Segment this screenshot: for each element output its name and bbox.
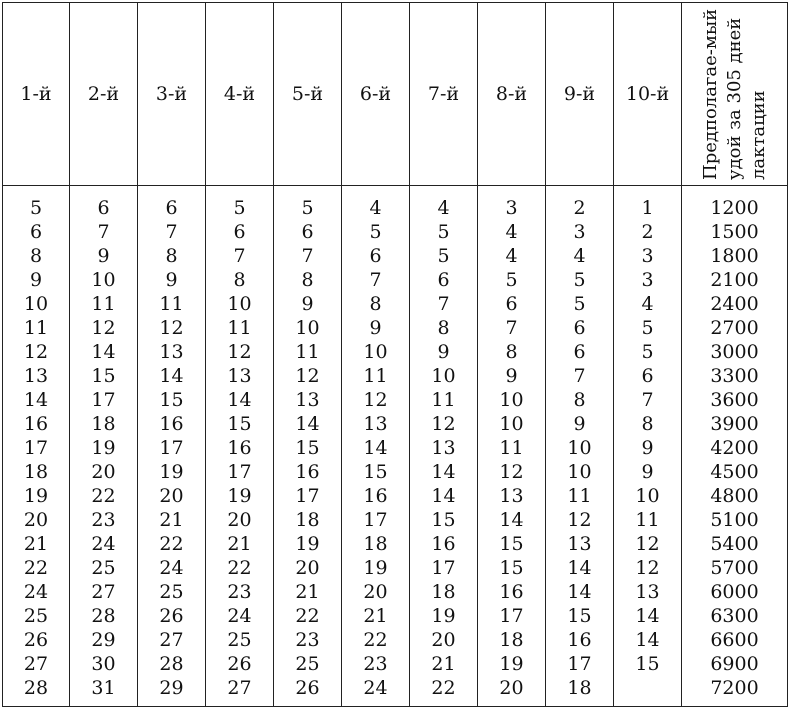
value-cell: 17 (546, 652, 614, 676)
value-cell: 16 (274, 460, 342, 484)
value-cell: 31 (70, 676, 138, 707)
value-cell: 19 (206, 484, 274, 508)
value-cell: 5 (614, 340, 682, 364)
value-cell: 10 (478, 412, 546, 436)
value-cell: 13 (410, 436, 478, 460)
table-row (3, 388, 788, 412)
value-cell: 4 (546, 244, 614, 268)
value-cell: 11 (274, 340, 342, 364)
value-cell: 15 (410, 508, 478, 532)
value-cell: 14 (614, 628, 682, 652)
value-cell: 9 (410, 340, 478, 364)
value-cell: 11 (478, 436, 546, 460)
value-cell: 11 (410, 388, 478, 412)
value-cell: 21 (138, 508, 206, 532)
table-row (3, 676, 788, 707)
value-cell: 12 (614, 556, 682, 580)
value-cell: 22 (274, 604, 342, 628)
value-cell: 14 (410, 484, 478, 508)
table-row (3, 186, 788, 221)
value-cell: 10 (206, 292, 274, 316)
value-cell: 25 (206, 628, 274, 652)
value-cell: 27 (3, 652, 70, 676)
value-cell: 5 (410, 244, 478, 268)
value-cell: 7 (614, 388, 682, 412)
value-cell: 10 (546, 460, 614, 484)
value-cell: 5 (3, 186, 70, 221)
table-row (3, 268, 788, 292)
value-cell: 3 (614, 268, 682, 292)
value-cell: 4 (342, 186, 410, 221)
value-cell: 2 (546, 186, 614, 221)
table-row (3, 484, 788, 508)
value-cell: 27 (206, 676, 274, 707)
value-cell: 24 (138, 556, 206, 580)
value-cell: 18 (274, 508, 342, 532)
value-cell: 18 (478, 628, 546, 652)
value-cell: 10 (3, 292, 70, 316)
value-cell: 28 (3, 676, 70, 707)
value-cell: 10 (70, 268, 138, 292)
value-cell: 19 (138, 460, 206, 484)
value-cell: 12 (546, 508, 614, 532)
lactation-yield-table (2, 2, 788, 707)
value-cell: 13 (3, 364, 70, 388)
value-cell: 18 (70, 412, 138, 436)
value-cell: 19 (70, 436, 138, 460)
value-cell: 15 (138, 388, 206, 412)
expected-yield-cell: 1800 (682, 244, 788, 268)
expected-yield-cell: 4800 (682, 484, 788, 508)
value-cell: 21 (206, 532, 274, 556)
value-cell: 15 (70, 364, 138, 388)
value-cell: 10 (546, 436, 614, 460)
value-cell: 7 (478, 316, 546, 340)
value-cell: 15 (614, 652, 682, 676)
expected-yield-cell: 3600 (682, 388, 788, 412)
table-row (3, 292, 788, 316)
value-cell: 12 (274, 364, 342, 388)
value-cell: 25 (138, 580, 206, 604)
value-cell: 5 (410, 220, 478, 244)
value-cell: 9 (478, 364, 546, 388)
value-cell: 18 (342, 532, 410, 556)
value-cell: 14 (206, 388, 274, 412)
value-cell: 17 (138, 436, 206, 460)
value-cell: 24 (70, 532, 138, 556)
value-cell: 9 (614, 460, 682, 484)
value-cell: 8 (546, 388, 614, 412)
table-row (3, 580, 788, 604)
value-cell: 23 (70, 508, 138, 532)
value-cell: 10 (614, 484, 682, 508)
value-cell: 10 (478, 388, 546, 412)
value-cell: 3 (478, 186, 546, 221)
value-cell: 20 (274, 556, 342, 580)
expected-yield-cell: 1500 (682, 220, 788, 244)
value-cell: 8 (342, 292, 410, 316)
value-cell: 11 (138, 292, 206, 316)
table-row (3, 604, 788, 628)
value-cell: 3 (614, 244, 682, 268)
value-cell: 16 (3, 412, 70, 436)
value-cell: 13 (138, 340, 206, 364)
value-cell: 19 (3, 484, 70, 508)
value-cell: 28 (138, 652, 206, 676)
value-cell: 17 (410, 556, 478, 580)
expected-yield-cell: 6600 (682, 628, 788, 652)
value-cell: 13 (614, 580, 682, 604)
value-cell: 11 (342, 364, 410, 388)
value-cell: 6 (274, 220, 342, 244)
header-3: 3-й (138, 3, 206, 186)
value-cell: 9 (614, 436, 682, 460)
value-cell: 7 (206, 244, 274, 268)
value-cell: 29 (138, 676, 206, 707)
header-10: 10-й (614, 3, 682, 186)
value-cell: 14 (614, 604, 682, 628)
value-cell: 9 (274, 292, 342, 316)
header-8: 8-й (478, 3, 546, 186)
table-row (3, 628, 788, 652)
value-cell: 12 (410, 412, 478, 436)
value-cell: 22 (138, 532, 206, 556)
value-cell: 14 (70, 340, 138, 364)
expected-yield-cell: 5100 (682, 508, 788, 532)
value-cell: 4 (614, 292, 682, 316)
value-cell: 16 (546, 628, 614, 652)
value-cell: 19 (342, 556, 410, 580)
header-expected-yield (682, 3, 788, 186)
value-cell: 23 (206, 580, 274, 604)
value-cell: 8 (206, 268, 274, 292)
value-cell: 18 (546, 676, 614, 707)
value-cell: 25 (274, 652, 342, 676)
header-5: 5-й (274, 3, 342, 186)
value-cell: 14 (138, 364, 206, 388)
value-cell: 17 (478, 604, 546, 628)
value-cell: 22 (3, 556, 70, 580)
table-row (3, 364, 788, 388)
value-cell: 13 (206, 364, 274, 388)
value-cell: 17 (274, 484, 342, 508)
value-cell: 16 (138, 412, 206, 436)
value-cell: 7 (138, 220, 206, 244)
value-cell: 21 (274, 580, 342, 604)
value-cell: 23 (342, 652, 410, 676)
value-cell: 16 (342, 484, 410, 508)
expected-yield-cell: 3900 (682, 412, 788, 436)
expected-yield-cell: 2100 (682, 268, 788, 292)
value-cell: 22 (342, 628, 410, 652)
value-cell: 8 (478, 340, 546, 364)
value-cell: 19 (478, 652, 546, 676)
value-cell: 10 (410, 364, 478, 388)
value-cell: 21 (342, 604, 410, 628)
value-cell: 6 (206, 220, 274, 244)
value-cell: 5 (478, 268, 546, 292)
header-2: 2-й (70, 3, 138, 186)
header-row (3, 3, 788, 186)
value-cell: 15 (478, 556, 546, 580)
value-cell: 10 (274, 316, 342, 340)
value-cell: 23 (274, 628, 342, 652)
value-cell: 9 (342, 316, 410, 340)
table-row (3, 508, 788, 532)
value-cell: 14 (478, 508, 546, 532)
value-cell: 15 (478, 532, 546, 556)
value-cell: 6 (614, 364, 682, 388)
value-cell: 11 (614, 508, 682, 532)
value-cell: 21 (410, 652, 478, 676)
expected-yield-cell: 1200 (682, 186, 788, 221)
value-cell: 12 (206, 340, 274, 364)
value-cell: 13 (342, 412, 410, 436)
value-cell: 14 (342, 436, 410, 460)
header-expected-yield-text: Предполагае-мый удой за 305 дней лактации (699, 8, 769, 180)
value-cell: 21 (3, 532, 70, 556)
value-cell: 11 (3, 316, 70, 340)
value-cell: 14 (410, 460, 478, 484)
value-cell: 9 (70, 244, 138, 268)
value-cell: 15 (206, 412, 274, 436)
expected-yield-cell: 7200 (682, 676, 788, 707)
expected-yield-cell: 5400 (682, 532, 788, 556)
value-cell: 12 (138, 316, 206, 340)
value-cell: 26 (206, 652, 274, 676)
value-cell: 4 (478, 220, 546, 244)
value-cell: 19 (410, 604, 478, 628)
expected-yield-cell: 6000 (682, 580, 788, 604)
value-cell: 5 (274, 186, 342, 221)
value-cell: 8 (3, 244, 70, 268)
value-cell: 18 (410, 580, 478, 604)
table-row (3, 340, 788, 364)
value-cell: 14 (546, 580, 614, 604)
header-6: 6-й (342, 3, 410, 186)
value-cell: 15 (274, 436, 342, 460)
value-cell: 24 (342, 676, 410, 707)
value-cell: 7 (70, 220, 138, 244)
value-cell: 6 (70, 186, 138, 221)
header-1: 1-й (3, 3, 70, 186)
expected-yield-cell: 4500 (682, 460, 788, 484)
value-cell: 16 (478, 580, 546, 604)
expected-yield-cell: 6300 (682, 604, 788, 628)
value-cell: 12 (3, 340, 70, 364)
value-cell: 20 (206, 508, 274, 532)
value-cell: 6 (410, 268, 478, 292)
value-cell: 8 (614, 412, 682, 436)
value-cell: 29 (70, 628, 138, 652)
value-cell: 28 (70, 604, 138, 628)
value-cell: 11 (206, 316, 274, 340)
expected-yield-cell: 5700 (682, 556, 788, 580)
value-cell: 6 (3, 220, 70, 244)
value-cell: 13 (478, 484, 546, 508)
value-cell: 5 (546, 268, 614, 292)
value-cell: 8 (274, 268, 342, 292)
value-cell: 5 (342, 220, 410, 244)
value-cell: 8 (410, 316, 478, 340)
expected-yield-cell: 3000 (682, 340, 788, 364)
value-cell: 25 (70, 556, 138, 580)
value-cell: 20 (70, 460, 138, 484)
value-cell: 7 (546, 364, 614, 388)
value-cell: 3 (546, 220, 614, 244)
value-cell: 26 (274, 676, 342, 707)
value-cell: 9 (138, 268, 206, 292)
header-7: 7-й (410, 3, 478, 186)
value-cell: 1 (614, 186, 682, 221)
table-row (3, 460, 788, 484)
value-cell: 16 (410, 532, 478, 556)
value-cell: 22 (410, 676, 478, 707)
value-cell: 4 (410, 186, 478, 221)
value-cell: 18 (3, 460, 70, 484)
value-cell: 7 (410, 292, 478, 316)
value-cell: 20 (478, 676, 546, 707)
value-cell: 22 (70, 484, 138, 508)
value-cell: 6 (342, 244, 410, 268)
value-cell (614, 676, 682, 707)
value-cell: 22 (206, 556, 274, 580)
value-cell: 27 (70, 580, 138, 604)
value-cell: 20 (342, 580, 410, 604)
value-cell: 2 (614, 220, 682, 244)
value-cell: 24 (3, 580, 70, 604)
value-cell: 12 (614, 532, 682, 556)
table-row (3, 220, 788, 244)
value-cell: 15 (546, 604, 614, 628)
table-row (3, 436, 788, 460)
value-cell: 27 (138, 628, 206, 652)
value-cell: 9 (3, 268, 70, 292)
value-cell: 6 (546, 340, 614, 364)
value-cell: 6 (546, 316, 614, 340)
value-cell: 6 (138, 186, 206, 221)
value-cell: 26 (3, 628, 70, 652)
table-row (3, 652, 788, 676)
value-cell: 16 (206, 436, 274, 460)
header-9: 9-й (546, 3, 614, 186)
expected-yield-cell: 4200 (682, 436, 788, 460)
value-cell: 11 (70, 292, 138, 316)
value-cell: 30 (70, 652, 138, 676)
value-cell: 14 (274, 412, 342, 436)
value-cell: 13 (274, 388, 342, 412)
value-cell: 8 (138, 244, 206, 268)
value-cell: 12 (478, 460, 546, 484)
table-row (3, 532, 788, 556)
value-cell: 20 (3, 508, 70, 532)
value-cell: 15 (342, 460, 410, 484)
value-cell: 10 (342, 340, 410, 364)
expected-yield-cell: 3300 (682, 364, 788, 388)
value-cell: 17 (3, 436, 70, 460)
table-row (3, 316, 788, 340)
value-cell: 25 (3, 604, 70, 628)
value-cell: 9 (546, 412, 614, 436)
value-cell: 17 (206, 460, 274, 484)
expected-yield-cell: 2400 (682, 292, 788, 316)
value-cell: 7 (342, 268, 410, 292)
value-cell: 13 (546, 532, 614, 556)
value-cell: 5 (546, 292, 614, 316)
value-cell: 20 (410, 628, 478, 652)
value-cell: 26 (138, 604, 206, 628)
value-cell: 14 (546, 556, 614, 580)
value-cell: 4 (478, 244, 546, 268)
value-cell: 7 (274, 244, 342, 268)
table-row (3, 412, 788, 436)
value-cell: 14 (3, 388, 70, 412)
value-cell: 19 (274, 532, 342, 556)
table-row (3, 556, 788, 580)
expected-yield-cell: 6900 (682, 652, 788, 676)
value-cell: 5 (206, 186, 274, 221)
value-cell: 11 (546, 484, 614, 508)
value-cell: 17 (70, 388, 138, 412)
expected-yield-cell: 2700 (682, 316, 788, 340)
value-cell: 5 (614, 316, 682, 340)
header-4: 4-й (206, 3, 274, 186)
value-cell: 12 (342, 388, 410, 412)
value-cell: 6 (478, 292, 546, 316)
value-cell: 24 (206, 604, 274, 628)
value-cell: 20 (138, 484, 206, 508)
table-row (3, 244, 788, 268)
value-cell: 17 (342, 508, 410, 532)
value-cell: 12 (70, 316, 138, 340)
